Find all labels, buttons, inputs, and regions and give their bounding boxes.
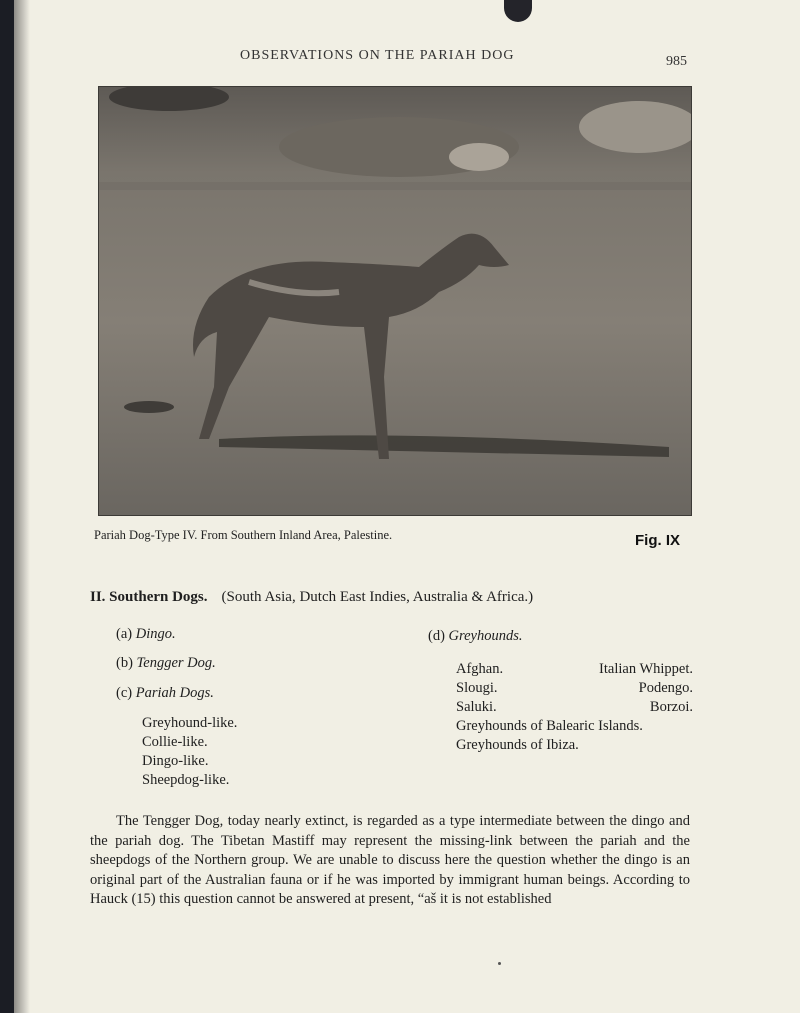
page-edge-shadow bbox=[14, 0, 30, 1013]
list-name: Pariah Dogs. bbox=[135, 685, 214, 701]
list-marker: (a) bbox=[116, 626, 133, 642]
pariah-type: Sheepdog-like. bbox=[142, 772, 230, 788]
list-item-pariah bbox=[116, 685, 214, 702]
list-marker: (c) bbox=[116, 685, 133, 701]
breed-name: Borzoi. bbox=[649, 699, 693, 715]
list-name: Tengger Dog. bbox=[136, 655, 216, 671]
figure-caption: Pariah Dog-Type IV. From Southern Inland Area, Palestine. bbox=[94, 528, 393, 542]
list-item-greyhounds bbox=[428, 628, 523, 645]
body-text bbox=[90, 812, 690, 910]
list-name: Greyhounds. bbox=[448, 628, 523, 644]
breed-name: Saluki. bbox=[456, 699, 497, 715]
list-item-tengger bbox=[116, 655, 216, 672]
breed-name: Greyhounds of Balearic Islands. bbox=[456, 718, 643, 734]
dog-photo-illustration bbox=[99, 87, 691, 515]
running-head: OBSERVATIONS ON THE PARIAH DOG bbox=[240, 48, 515, 63]
book-page bbox=[14, 0, 800, 1013]
list-marker: (d) bbox=[428, 628, 445, 644]
dog-photograph bbox=[98, 86, 692, 516]
section-heading bbox=[90, 589, 533, 606]
figure-label: Fig. IX bbox=[635, 532, 680, 549]
body-paragraph: The Tengger Dog, today nearly extinct, is regarded as a type intermediate between the dingo and the pariah dog. The Tibetan Mastiff may represent the missing-link between the pariah and the sheepdogs of the Northern group. We are unable to discuss here the question whether the dingo is an original part of the Australian fauna or if he was imported by immigrant human beings. According to Hauck (15) this question cannot be answered at present, “aš it is not established bbox=[90, 813, 690, 907]
pariah-type: Collie-like. bbox=[142, 734, 208, 750]
punch-hole bbox=[504, 0, 532, 22]
breed-name: Afghan. bbox=[456, 661, 504, 677]
breed-name: Podengo. bbox=[638, 680, 693, 696]
list-marker: (b) bbox=[116, 655, 133, 671]
pariah-type: Dingo-like. bbox=[142, 753, 209, 769]
breed-name: Slougi. bbox=[456, 680, 498, 696]
list-name: Dingo. bbox=[135, 626, 176, 642]
breed-name: Greyhounds of Ibiza. bbox=[456, 737, 579, 753]
section-subtitle: (South Asia, Dutch East Indies, Australia & Africa.) bbox=[221, 589, 534, 605]
page-number: 985 bbox=[666, 54, 687, 69]
breed-name: Italian Whippet. bbox=[599, 661, 693, 677]
list-item-dingo bbox=[116, 626, 176, 643]
paper-speck bbox=[498, 962, 501, 965]
section-title: II. Southern Dogs. bbox=[90, 589, 208, 605]
pariah-type: Greyhound-like. bbox=[142, 715, 238, 731]
